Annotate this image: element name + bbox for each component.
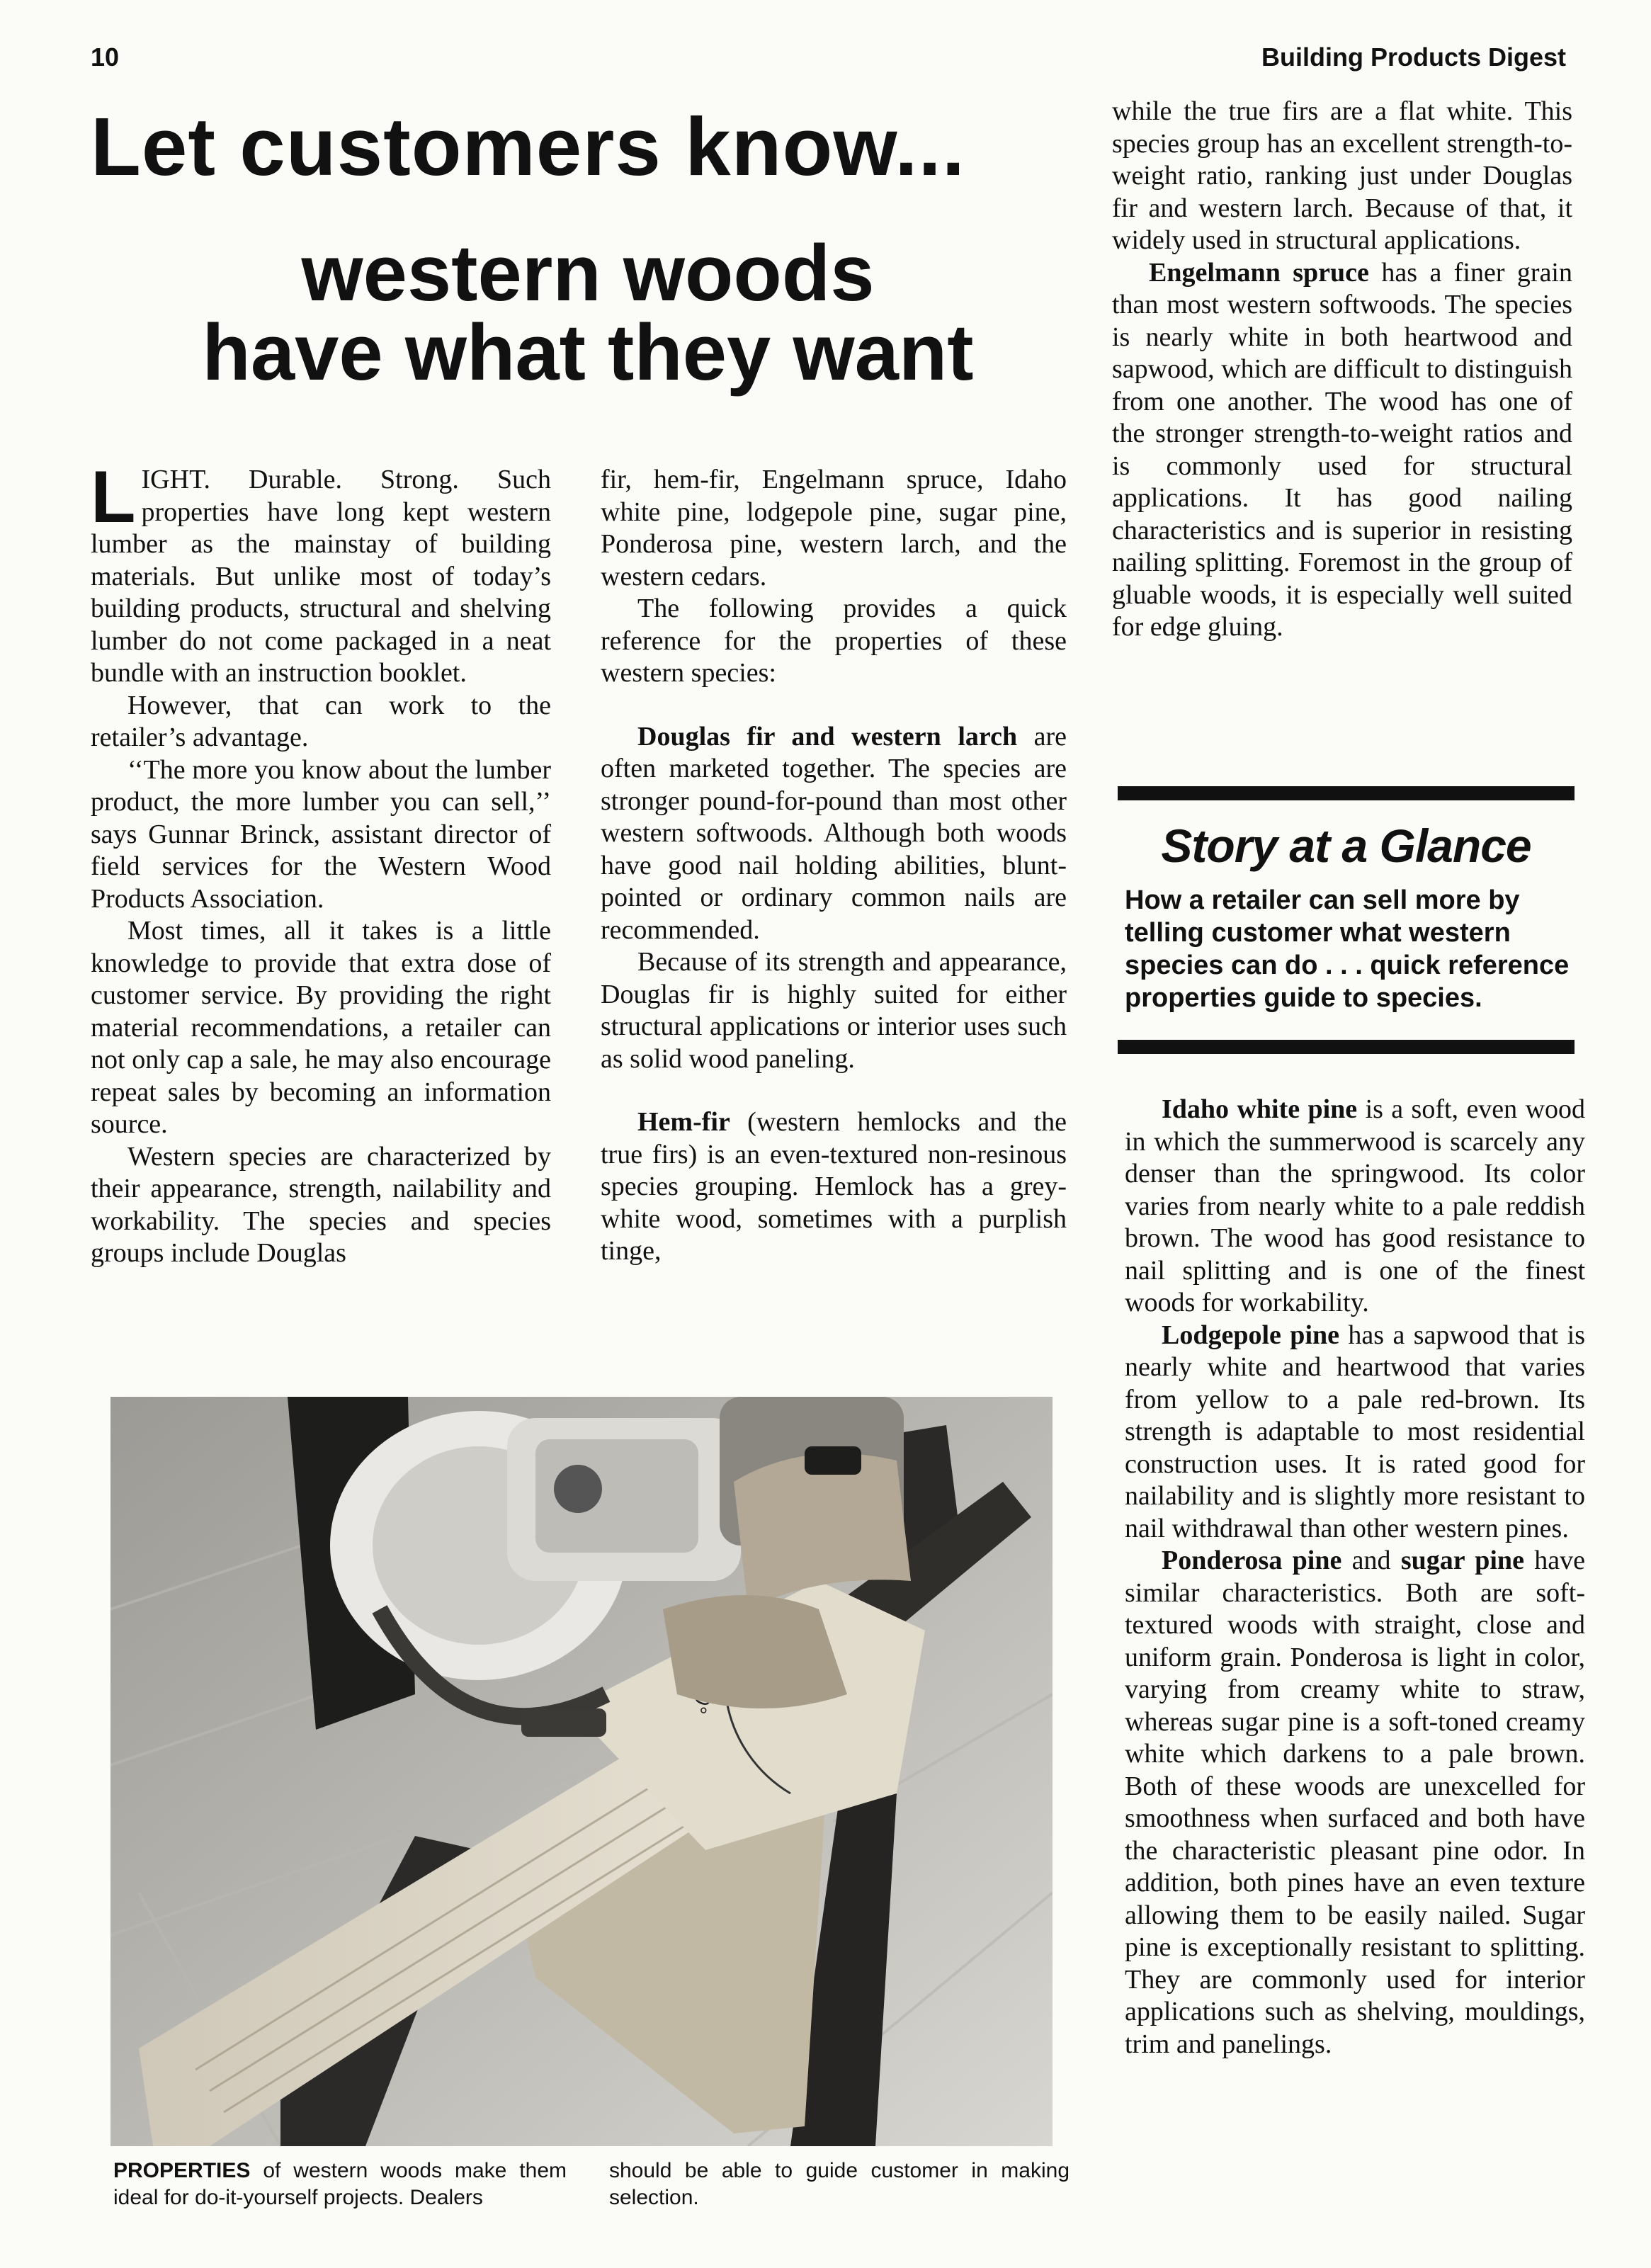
species-name: Ponderosa pine bbox=[1162, 1546, 1342, 1575]
headline-line-3: have what they want bbox=[202, 308, 974, 397]
paragraph: fir, hem-fir, Engelmann spruce, Idaho white pine, lodgepole pine, sugar pine, Ponderosa pine, western larch, and the western cedars. bbox=[601, 465, 1067, 591]
article-column-3-top bbox=[1112, 96, 1572, 644]
divider bbox=[1118, 786, 1575, 800]
paragraph: Western species are characterized by their appearance, strength, nailability and workability. The species and species groups include Douglas bbox=[91, 1141, 551, 1268]
article-column-2 bbox=[601, 464, 1067, 1268]
paragraph: Lodgepole pine has a sapwood that is nearly white and heartwood that varies from yellow to a pale red-brown. Its strength is adaptable to most residential construction uses. It is rated good for nailability and is slightly more resistant to nail withdrawal than other western pines. bbox=[1125, 1320, 1585, 1543]
species-name: sugar pine bbox=[1400, 1546, 1524, 1575]
paragraph: Hem-fir (western hemlocks and the true firs) is an even-textured non-resinous species grouping. Hemlock has a grey-white wood, sometimes with a purplish tinge, bbox=[601, 1107, 1067, 1266]
paragraph: LIGHT. Durable. Strong. Such properties have long kept western lumber as the mainstay of building materials. But unlike most of today’s building products, structural and shelving lumber do not come packaged in a neat bundle with an instruction booklet. bbox=[91, 456, 551, 688]
paragraph: Because of its strength and appearance, Douglas fir is highly suited for either structural applications or interior uses such as solid wood paneling. bbox=[601, 947, 1067, 1074]
glance-text: How a retailer can sell more by telling customer what western species can do . . . quick reference properties guide to species. bbox=[1125, 885, 1570, 1013]
caption-lead: PROPERTIES bbox=[113, 2159, 251, 2182]
species-name: Idaho white pine bbox=[1162, 1094, 1358, 1124]
photo-caption-left: PROPERTIES of western woods make them ideal for do-it-yourself projects. Dealers bbox=[113, 2159, 567, 2209]
paragraph: Ponderosa pine and sugar pine have similar characteristics. Both are soft-textured woods with straight, close and uniform grain. Ponderosa is light in color, varying from creamy white to straw, whereas sugar pine is a soft-toned creamy white which darkens to a pale brown. Both of these woods are unexcelled for smoothness when surfaced and both have the characteristic pleasant pine odor. In addition, both pines have an even texture allowing them to be easily nailed. Sugar pine is exceptionally resistant to splitting. They are commonly used for interior applications such as shelving, mouldings, trim and panelings. bbox=[1125, 1546, 1585, 2059]
species-name: Douglas fir and western larch bbox=[637, 721, 1018, 752]
story-at-a-glance-box bbox=[1118, 786, 1575, 1054]
headline-line-1: Let customers know... bbox=[91, 101, 965, 193]
paragraph: Douglas fir and western larch are often marketed together. The species are stronger pound-for-pound than most other western softwoods. Although both woods have good nail holding abilities, blunt-pointed or ordinary common nails are recommended. bbox=[601, 721, 1067, 945]
headline-line-2: western woods bbox=[301, 229, 875, 317]
paragraph: The following provides a quick reference for the properties of these western species: bbox=[601, 594, 1067, 688]
species-name: Lodgepole pine bbox=[1162, 1320, 1340, 1350]
paragraph: Idaho white pine is a soft, even wood in which the summerwood is scarcely any denser than the springwood. Its color varies from nearly white to a pale reddish brown. The wood has good resistance to nail splitting and is one of the finest woods for workability. bbox=[1125, 1094, 1586, 1317]
page-number: 10 bbox=[91, 42, 120, 72]
glance-title: Story at a Glance bbox=[1161, 820, 1531, 872]
headline-lines-2-3 bbox=[113, 229, 1062, 397]
photo-caption-right: should be able to guide customer in making selection. bbox=[609, 2159, 1070, 2209]
article-column-1 bbox=[91, 456, 551, 1270]
paragraph: while the true firs are a flat white. This species group has an excellent strength-to-weight ratio, ranking just under Douglas fir and western larch. Because of that, it widely used in structural applications. bbox=[1112, 96, 1572, 255]
paragraph: Most times, all it takes is a little knowledge to provide that extra dose of customer service. By providing the right material recommendations, a retailer can not only cap a sale, he may also encourage repeat sales by becoming an information source. bbox=[91, 916, 551, 1139]
article-photo bbox=[110, 1397, 1053, 2146]
circular-saw-photo-icon bbox=[110, 1397, 1053, 2146]
publication-name: Building Products Digest bbox=[1261, 42, 1566, 72]
paragraph: However, that can work to the retailer’s advantage. bbox=[91, 690, 551, 752]
divider bbox=[1118, 1040, 1575, 1054]
species-name: Engelmann spruce bbox=[1149, 257, 1369, 288]
paragraph: ‘‘The more you know about the lumber product, the more lumber you can sell,’’ says Gunnar Brinck, assistant director of field services for the Western Wood Products Association. bbox=[91, 754, 551, 914]
drop-cap: L bbox=[91, 456, 136, 538]
species-name: Hem-fir bbox=[637, 1107, 730, 1137]
paragraph: Engelmann spruce has a finer grain than most western softwoods. The species is nearly white in both heartwood and sapwood, which are difficult to distinguish from one another. The wood has one of the stronger strength-to-weight ratios and is commonly used for structural applications. It has good nailing characteristics and is superior in resisting nailing splitting. Foremost in the group of gluable woods, it is especially well suited for edge gluing. bbox=[1112, 257, 1572, 642]
article-column-3-bottom bbox=[1125, 1094, 1585, 2060]
